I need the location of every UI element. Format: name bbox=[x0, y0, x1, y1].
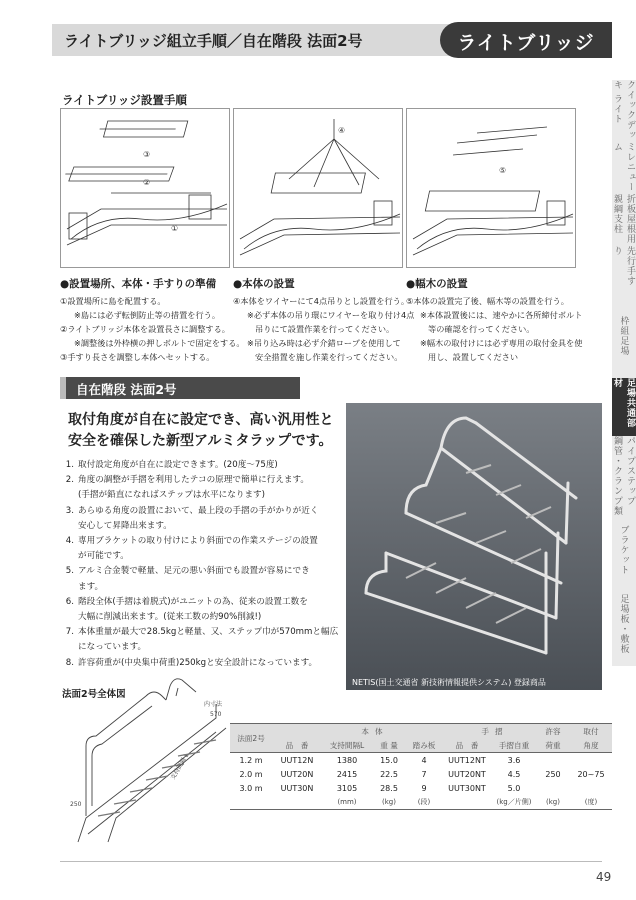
spec-head-load: 荷重 bbox=[545, 740, 561, 750]
procedure-step-title-1: ●設置場所、本体・手すりの準備 bbox=[60, 278, 217, 290]
section-title: 自在階段 法面2号 bbox=[76, 382, 177, 397]
step-line: ③手すり長さを調整し本体へセットする。 bbox=[60, 352, 215, 362]
step-line: ①設置場所に島を配置する。 bbox=[60, 296, 166, 306]
lead-line: 取付角度が自在に設定でき、高い汎用性と bbox=[68, 412, 334, 428]
table-cell: UUT30NT bbox=[448, 783, 486, 793]
dim-inner-value: 570 bbox=[210, 711, 222, 718]
table-row bbox=[230, 753, 612, 768]
spec-group-rail-2: 摺 bbox=[492, 724, 536, 739]
step-line: ※吊り込み時は必ず介錯ロープを使用して bbox=[247, 338, 401, 348]
callout-3: ③ bbox=[143, 150, 151, 159]
step-line: 用し、設置してください bbox=[428, 352, 519, 362]
bridge-prep-illustration bbox=[61, 109, 229, 267]
table-cell: UUT12NT bbox=[442, 753, 492, 768]
feature-continuation: 大幅に削減出来ます。(従来工数の約90%削減!) bbox=[78, 612, 262, 623]
procedure-heading: ライトブリッジ設置手順 bbox=[62, 93, 187, 107]
aluminum-stair-photo bbox=[346, 403, 602, 690]
dim-span-label: 支持間隔 L bbox=[169, 752, 191, 781]
footer-divider bbox=[60, 861, 602, 862]
callout-2: ② bbox=[143, 178, 151, 187]
procedure-step-block-1 bbox=[60, 276, 245, 364]
feature-number: 7. bbox=[65, 627, 74, 638]
table-cell: UUT20N bbox=[280, 769, 314, 779]
product-lead bbox=[68, 410, 333, 452]
procedure-step-title-2: ●本体の設置 bbox=[233, 278, 295, 290]
table-cell: 3.0 m bbox=[239, 783, 263, 793]
feature-number: 5. bbox=[65, 566, 74, 577]
table-cell: 5.0 bbox=[507, 783, 521, 793]
step-line: ※本体設置後には、速やかに各所締付ボルト bbox=[420, 310, 583, 320]
side-tab-bracket[interactable]: ブラケット bbox=[612, 518, 636, 583]
feature-number: 1. bbox=[65, 460, 74, 470]
table-cell: 3105 bbox=[336, 783, 358, 793]
step-line: ④本体をワイヤーにて4点吊りとし設置を行う。 bbox=[233, 296, 410, 306]
procedure-illustration-1 bbox=[60, 108, 230, 268]
side-tab-handrail[interactable]: 先行手すり bbox=[612, 246, 636, 295]
feature-text: 階段全体(手摺は着脱式)がユニットの為、従来の設置工数を bbox=[78, 596, 308, 607]
feature-text: 角度の調整が手摺を利用したテコの原理で簡単に行えます。 bbox=[78, 475, 310, 486]
side-tab-board[interactable]: 足場板・敷板 bbox=[612, 582, 636, 667]
side-tab-pipe-step[interactable]: パイプステップ 鋼管・クランプ類 bbox=[612, 436, 636, 519]
table-cell: 4 bbox=[406, 753, 442, 768]
table-cell: 22.5 bbox=[380, 769, 398, 779]
feature-text: 取付設定角度が自在に設定できます。(20度～75度) bbox=[78, 460, 278, 470]
baseboard-illustration bbox=[407, 109, 575, 267]
spec-head-rail-code: 品 番 bbox=[455, 740, 479, 750]
spec-table bbox=[230, 723, 612, 810]
step-line: ※必ず本体の吊り環にワイヤーを取り付け4点 bbox=[247, 310, 415, 320]
feature-text: あらゆる角度の設置において、最上段の手摺の手がかりが近く bbox=[78, 505, 319, 516]
unit-cell: (kg／片側) bbox=[492, 795, 536, 810]
step-line: 吊りにて設置作業を行ってください。 bbox=[255, 324, 395, 334]
side-tab-quickdeck[interactable]: クイックデッキ ライト bbox=[612, 80, 636, 143]
dim-width-value: 250 bbox=[70, 801, 82, 808]
stair-diagram bbox=[66, 666, 236, 848]
diagram-title: 法面2号全体図 bbox=[62, 689, 126, 700]
spec-head-code: 品 番 bbox=[285, 740, 309, 750]
brand-badge-label: ライトブリッジ bbox=[457, 32, 595, 54]
step-line: 等の確認を行ってください。 bbox=[428, 324, 535, 334]
feature-number: 3. bbox=[65, 505, 74, 516]
feature-continuation: 安心して昇降出来ます。 bbox=[78, 520, 172, 531]
unit-cell: (kg) bbox=[372, 795, 406, 810]
feature-number: 6. bbox=[65, 596, 74, 607]
lead-line: 安全を確保した新型アルミタラップです。 bbox=[68, 433, 333, 449]
step-line: ※調整後は外枠横の押しボルトで固定をする。 bbox=[74, 338, 245, 348]
spec-head-angle: 角度 bbox=[583, 740, 599, 750]
side-tab-common-parts[interactable]: 足場共通部材 bbox=[612, 378, 636, 437]
spec-head-type: 法面2号 bbox=[230, 724, 272, 753]
spec-head-steps: 踏み板 bbox=[412, 740, 436, 750]
feature-number: 4. bbox=[65, 536, 74, 547]
spec-load-value: 250 bbox=[536, 753, 570, 796]
section-title-bar bbox=[60, 377, 300, 399]
table-cell: 28.5 bbox=[380, 783, 398, 793]
unit-cell: (kg) bbox=[536, 795, 570, 810]
spec-group-rail-1: 手 bbox=[442, 724, 492, 739]
page-number: 49 bbox=[596, 870, 612, 884]
unit-cell: (段) bbox=[406, 795, 442, 810]
step-line: ※幅木の取付けには必ず専用の取付金具を使 bbox=[420, 338, 583, 348]
table-cell: 2.0 m bbox=[239, 769, 263, 779]
table-cell: 1380 bbox=[322, 753, 372, 768]
feature-text: 許容荷重が(中央集中荷重)250kgと安全設計になっています。 bbox=[78, 657, 318, 668]
table-cell: 2415 bbox=[336, 769, 358, 779]
bridge-lift-illustration bbox=[234, 109, 402, 267]
dim-inner-label: 内寸法 bbox=[204, 701, 223, 708]
section-title-marker bbox=[60, 377, 66, 399]
table-cell: 7 bbox=[421, 769, 427, 779]
procedure-illustration-3 bbox=[406, 108, 576, 268]
feature-number: 8. bbox=[65, 657, 74, 668]
table-cell: UUT20NT bbox=[448, 769, 486, 779]
procedure-step-block-3 bbox=[406, 276, 582, 364]
spec-head-span: 支持間隔L bbox=[329, 740, 365, 750]
table-cell: 9 bbox=[421, 783, 427, 793]
feature-list bbox=[58, 458, 348, 671]
feature-text: 本体重量が最大で28.5kgと軽量、又、ステップ巾が570mmと幅広 bbox=[78, 627, 339, 638]
table-cell: UUT12N bbox=[272, 753, 322, 768]
feature-continuation: になっています。 bbox=[78, 642, 147, 653]
brand-badge bbox=[440, 22, 612, 58]
table-cell: 4.5 bbox=[507, 769, 521, 779]
spec-head-rail-weight: 手摺自重 bbox=[498, 740, 530, 750]
spec-group-load: 許容 bbox=[536, 724, 570, 739]
feature-text: アルミ合金製で軽量、足元の悪い斜面でも設置が容易にでき bbox=[78, 566, 310, 577]
feature-continuation: ます。 bbox=[78, 581, 104, 592]
procedure-step-block-2 bbox=[233, 276, 415, 364]
callout-5: ⑤ bbox=[499, 166, 507, 175]
spec-head-weight: 重 量 bbox=[380, 740, 398, 750]
procedure-step-title-3: ●幅木の設置 bbox=[406, 278, 468, 290]
table-cell: 15.0 bbox=[372, 753, 406, 768]
product-photo bbox=[346, 403, 602, 690]
feature-continuation: が可能です。 bbox=[78, 551, 129, 562]
step-line: ⑤本体の設置完了後、幅木等の設置を行う。 bbox=[406, 296, 569, 306]
spec-group-body-1: 本 bbox=[272, 724, 372, 739]
page-title: ライトブリッジ組立手順／自在階段 法面2号 bbox=[64, 32, 363, 50]
feature-text: 専用ブラケットの取り付けにより斜面での作業ステージの設置 bbox=[78, 536, 318, 547]
callout-4: ④ bbox=[338, 126, 346, 135]
unit-row bbox=[230, 795, 612, 810]
unit-cell: (度) bbox=[570, 795, 612, 810]
table-cell: UUT30N bbox=[280, 783, 314, 793]
feature-continuation: (手摺が鉛直になればステップは水平になります) bbox=[78, 490, 266, 501]
side-tab-millennium[interactable]: ミレニューム bbox=[612, 142, 636, 195]
table-cell: 1.2 m bbox=[230, 753, 272, 768]
unit-cell: (mm) bbox=[322, 795, 372, 810]
callout-1: ① bbox=[171, 224, 179, 233]
side-tab-roof-support[interactable]: 折板屋根用 親綱支柱 bbox=[612, 194, 636, 247]
table-cell: 3.6 bbox=[492, 753, 536, 768]
side-tab-scaffold[interactable]: 枠組足場 bbox=[612, 294, 636, 379]
step-line: ②ライトブリッジ本体を設置長さに調整する。 bbox=[60, 324, 230, 334]
netis-label: NETIS(国土交通省 新技術情報提供システム) 登録商品 bbox=[352, 678, 546, 687]
step-line: 安全措置を施し作業を行ってください。 bbox=[255, 352, 403, 362]
procedure-illustration-2 bbox=[233, 108, 403, 268]
feature-number: 2. bbox=[65, 475, 74, 486]
spec-angle-value: 20~75 bbox=[570, 753, 612, 796]
step-line: ※島には必ず転倒防止等の措置を行う。 bbox=[74, 310, 221, 320]
spec-group-angle: 取付 bbox=[570, 724, 612, 739]
spec-group-body-2: 体 bbox=[372, 724, 442, 739]
